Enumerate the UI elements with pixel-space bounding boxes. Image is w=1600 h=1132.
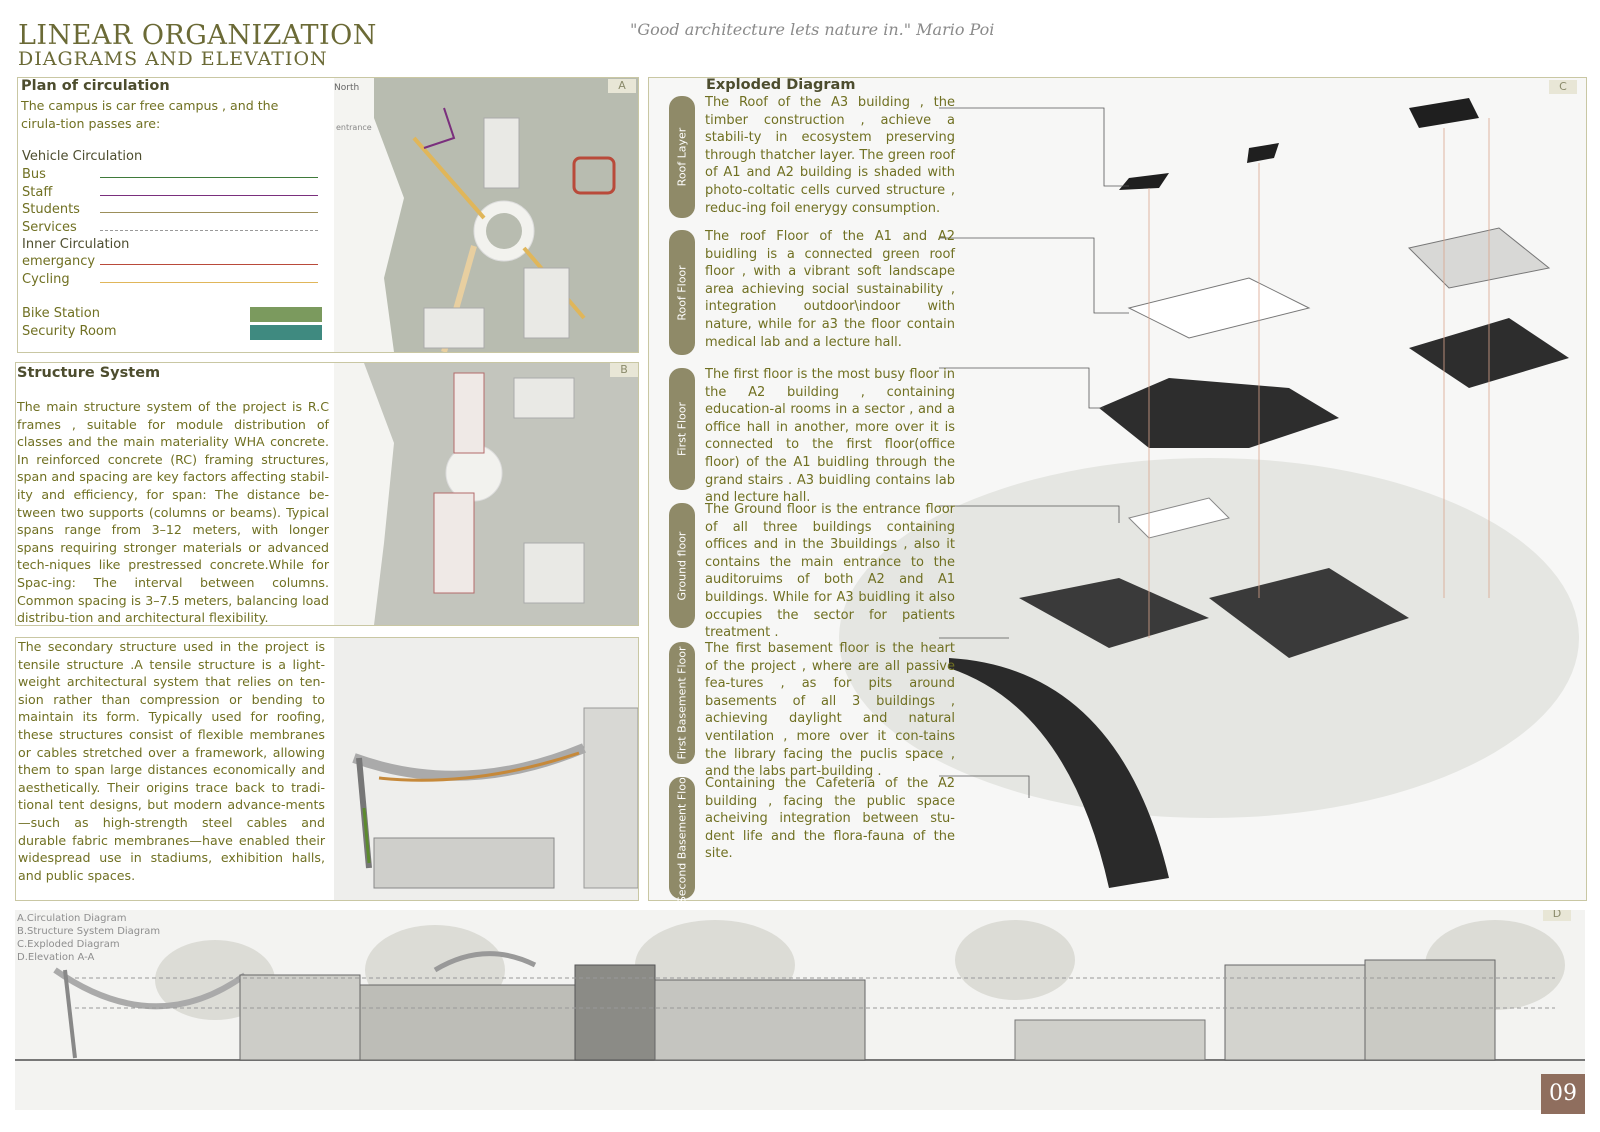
building-block-3 [424,308,484,348]
panel-structure [15,362,639,626]
figure-caption: B.Structure System Diagram [17,926,161,937]
floor-pill-ground-floor [669,503,695,628]
panel-tag-b: B [610,363,638,377]
floor-pill-label: Second Basement Floor [675,772,689,904]
entrance-label: entrance [336,123,372,132]
exploded-heading: Exploded Diagram [706,77,856,93]
colonnade [1015,1020,1205,1060]
panel-tensile [15,637,639,901]
panel-tag-a: A [608,79,636,93]
floor-description: The first floor is the most busy floor in the A2 building , containing education-al rooms in a sector , and a office hall in another, more over it is connected to the first floor(office floor) of the A1 buidling through the grand stairs . A3 buidling contains lab and lecture hall. [705,367,955,506]
pavilion-structure [374,838,554,888]
panel-elevation [15,910,1585,1110]
floor-pill-label: Ground floor [675,531,689,600]
floor-pill-roof-layer [669,96,695,218]
legend-label-cycling: Cycling [22,271,70,287]
structure-map-drawing [334,363,638,625]
legend-line-staff [100,195,318,196]
panel-tag-d: D [1543,910,1571,921]
figure-captions [17,912,160,964]
structure-heading: Structure System [17,365,161,381]
roof-floor-plate [1129,278,1309,338]
legend-label-bus: Bus [22,167,46,182]
floor-description: The roof Floor of the A1 and A2 buidling is a connected green roof floor , with a vibrant soft landscape area achieving social sustainability , integration outdoor\indoor with nature, while for a3 the floor contain medical lab and a lecture hall. [705,229,955,350]
north-label: North [334,83,360,93]
legend-label-emergancy: emergancy [22,254,96,269]
swatch-label-bike-station: Bike Station [22,306,100,321]
rc-frame-grid-2 [434,493,474,593]
building-a2-east [655,980,865,1060]
circulation-map [334,78,638,352]
first-floor-plate [1099,378,1339,448]
header-quote: "Good architecture lets nature in." Mario Poi [630,20,995,39]
legend-line-cycling [100,282,318,283]
floor-pill-first-basement-floor [669,642,695,764]
floor-description: The Roof of the A3 building , the timber construction , achieve a stabili-ty in ecosystem preserving through thatcher layer. The green roof of A1 and A2 building is shaded with photo-coltatic cells curved structure , reduc-ing foil enerygy consumption. [705,95,955,216]
section-building [584,708,638,888]
tensile-text: The secondary structure used in the project is tensile structure .A tensile structure is a light-weight architectural system that relies on ten-sion rather than compression or bending to maintain its form. Typically used for roofing, these structures consist of flexible membranes or cables stretched over a framework, allowing them to span large distances economically and aesthetically. Their origins trace back to tradi-tional tent designs, but modern advance-ments—such as high-strength steel cables and durable fabric membranes—have enabled their widespread use in stadiums, exhibition halls, and public spaces. [18,639,325,883]
structure-map [334,363,638,625]
swatch-security-room [250,325,322,340]
floor-description: Containing the Cafeteria of the A2 building , facing the public space acheiving integration between stu-dent life and the flora-fauna of the site. [705,776,955,862]
tensile-section [334,638,638,900]
roof-slab-3 [1409,98,1479,128]
rc-frame-grid [454,373,484,453]
circulation-map-drawing [334,78,638,352]
roof-floor-a3 [1409,228,1549,288]
floor-pill-label: Roof Floor [675,264,689,321]
page-number: 09 [1541,1074,1585,1114]
legend-line-services [100,230,318,231]
building-a3-west [1225,965,1365,1060]
panel-tag-c: C [1549,80,1577,94]
floor-pill-label: First Floor [675,401,689,457]
tensile-section-drawing [334,638,638,900]
floor-pill-second-basement-floor [669,772,695,904]
floor-description: The first basement floor is the heart of the project , where are all passive fea-tures , as for pits around basements of all 3 buildings , achieving daylight and natural ventilation , more over it con-tains the library facing the puclis space , and the labs part-building . [705,641,955,780]
building-block [484,118,519,188]
page-subtitle: DIAGRAMS AND ELEVATION [18,48,328,70]
building-core [575,965,655,1060]
floor-pill-label: First Basement Floor [675,646,689,760]
floor-description: The Ground floor is the entrance floor of all three buildings containing offices and in the 3buildings , also it contains the main entrance to the auditoruims of both A2 and A1 buildings. While for A3 buidling it also occupies the sector for patients treatment . [705,502,955,641]
building-a3-east [1365,960,1495,1060]
figure-caption: C.Exploded Diagram [17,939,120,950]
swatch-label-security-room: Security Room [22,323,117,339]
building-a2 [360,985,575,1060]
building-block-2 [524,543,584,603]
floor-pill-roof-floor [669,230,695,355]
floor-pill-first-floor [669,368,695,490]
legend-line-students [100,212,318,213]
legend-label-services: Services [22,219,77,235]
elevation-drawing [15,910,1585,1110]
building-block [514,378,574,418]
site-ground [364,363,638,625]
legend-line-emergancy [100,264,318,265]
inner-heading: Inner Circulation [22,237,130,252]
legend-label-staff: Staff [22,184,53,200]
legend-label-students: Students [22,202,80,217]
figure-caption: D.Elevation A-A [17,952,95,963]
figure-caption: A.Circulation Diagram [17,913,127,924]
structure-text: The main structure system of the project is R.C frames , suitable for module distribution of classes and the main materiality WHA concrete. In reinforced concrete (RC) framing structures, span and spacing are key factors affecting stabil-ity and efficiency, for span: The distance be-tween two supports (columns or beams). Typical spans range from 3–12 meters, with longer spans requiring stronger materials or advanced tech-niques like prestressed concrete.While for Spac-ing: The interval between columns. Common spacing is 3–7.5 meters, balancing load distribu-tion and architectural flexibility. [17,399,329,626]
building-a1 [240,975,360,1060]
swatch-bike-station [250,307,322,322]
floor-pill-label: Roof Layer [675,127,689,187]
roof-slab-2 [1247,143,1279,163]
vehicle-heading: Vehicle Circulation [22,149,143,164]
circulation-intro: The campus is car free campus , and the cirula-tion passes are: [21,98,279,131]
roundabout-center [486,213,522,249]
page-title: LINEAR ORGANIZATION [18,20,377,51]
building-block-2 [524,268,569,338]
panel-circulation [17,77,639,353]
roof-slab-1 [1119,173,1169,190]
circulation-heading: Plan of circulation [21,78,170,94]
legend-line-bus [100,177,318,178]
